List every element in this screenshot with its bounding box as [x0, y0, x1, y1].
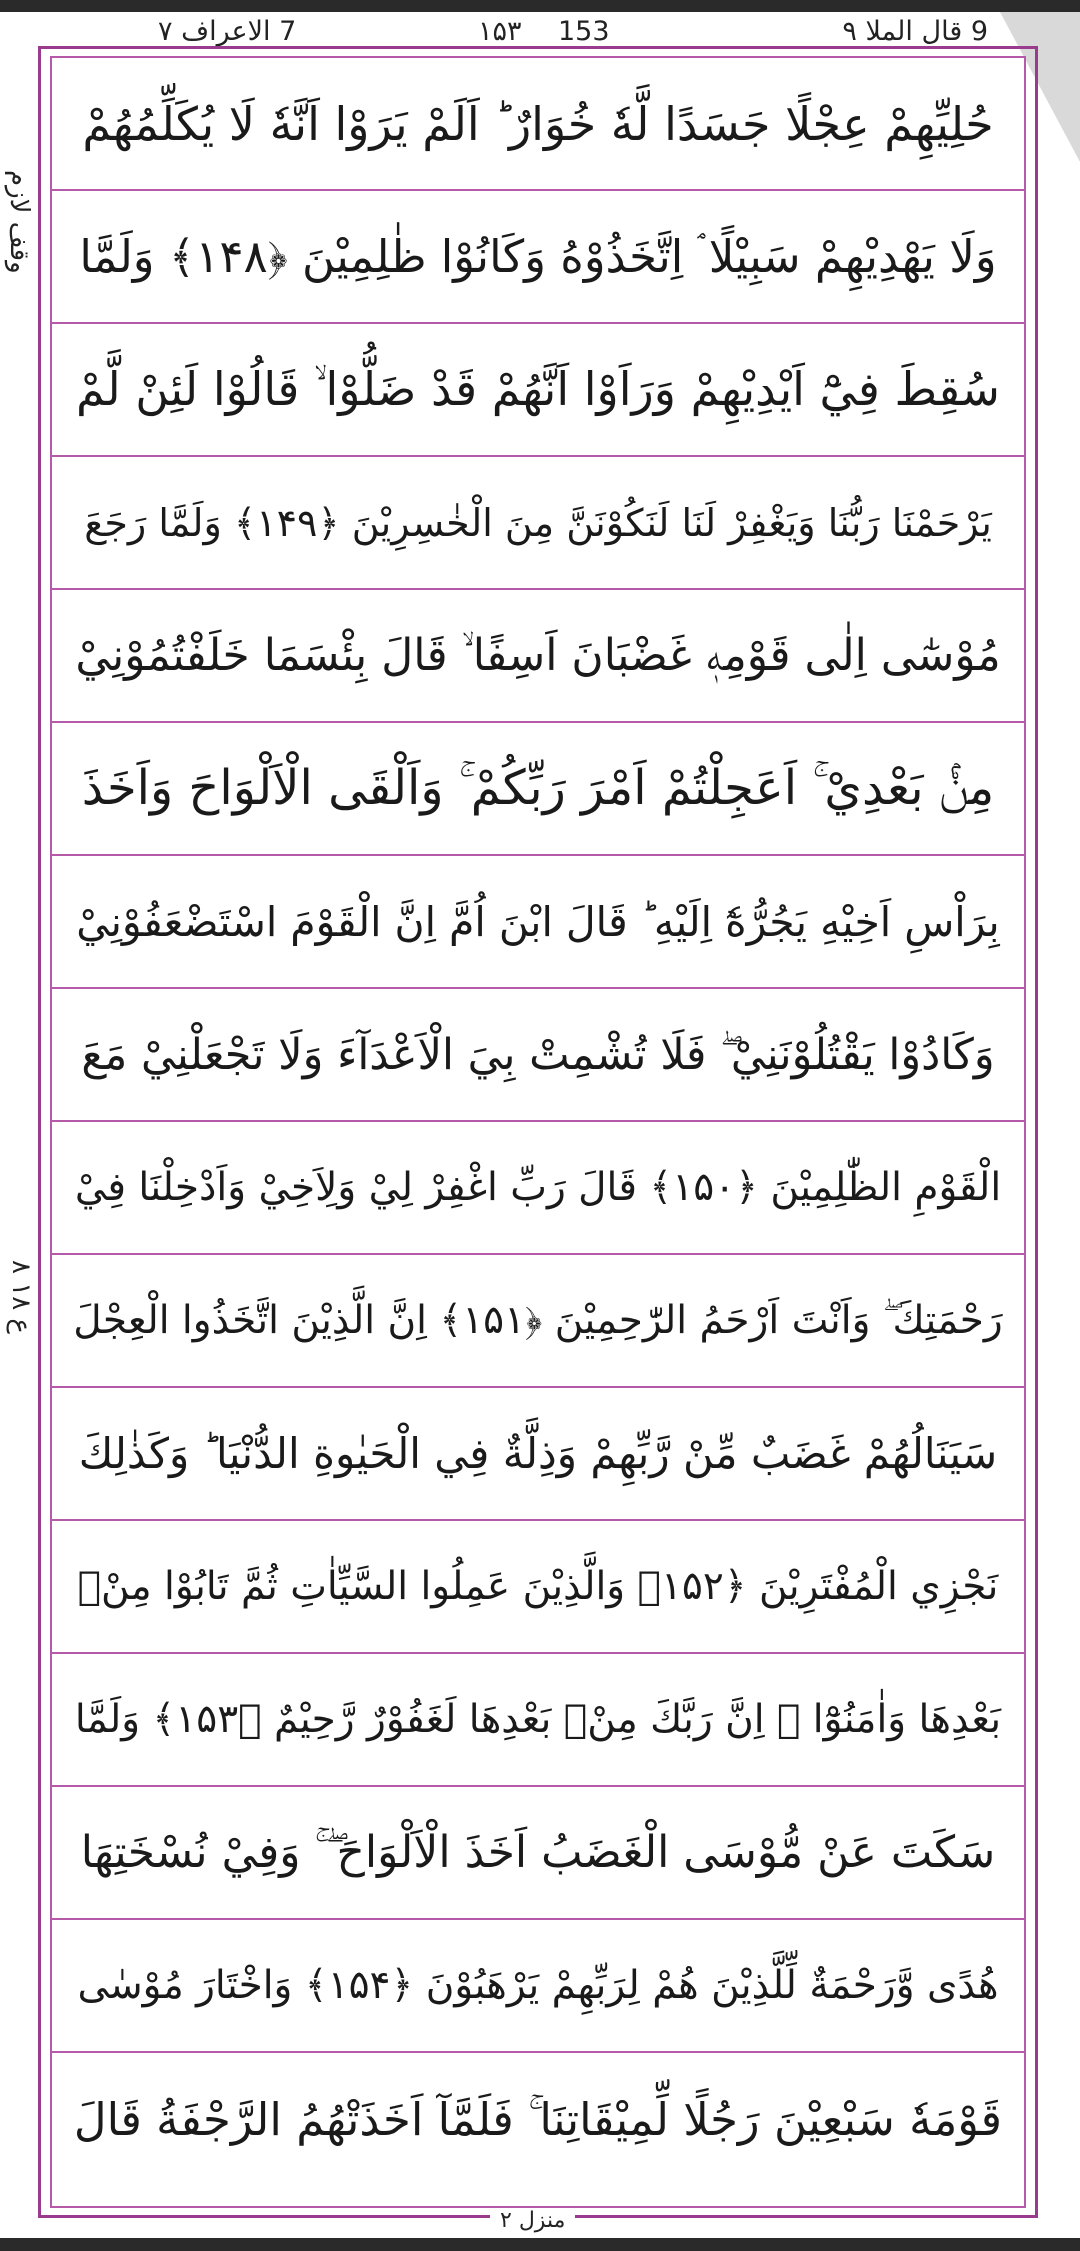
verse-line-text: يَرْحَمْنَا رَبُّنَا وَيَغْفِرْ لَنَا لَنَكُوْنَنَّ مِنَ الْخٰسِرِيْنَ ﴿۱۴۹﴾ وَلَمَّا رَجَعَ	[84, 500, 992, 545]
verse-line	[52, 1920, 1024, 2053]
verse-line	[52, 1787, 1024, 1920]
verse-line	[52, 1521, 1024, 1654]
page-header	[38, 14, 1038, 50]
verse-line	[52, 457, 1024, 590]
verse-line	[52, 2053, 1024, 2186]
verse-line-text: بَعْدِهَا وَاٰمَنُوْٓا ۫ اِنَّ رَبَّكَ مِنْۢ بَعْدِهَا لَغَفُوْرٌ رَّحِيْمٌ ﴿۱۵۳﴾ وَلَمَّا	[74, 1697, 1002, 1742]
verse-line-text: نَجْزِي الْمُفْتَرِيْنَ ﴿۱۵۲﴾ وَالَّذِيْنَ عَمِلُوا السَّيِّاٰتِ ثُمَّ تَابُوْا مِنْۢ	[77, 1564, 999, 1609]
nav-bar	[0, 2238, 1080, 2251]
verse-line-text: مُوْسٰٓى اِلٰى قَوْمِهٖ غَضْبَانَ اَسِفًا ۙ قَالَ بِئْسَمَا خَلَفْتُمُوْنِيْ	[75, 630, 1001, 681]
verse-line	[52, 989, 1024, 1122]
header-page-number-arabic: ۱۵۳	[478, 16, 522, 47]
verse-line	[52, 1654, 1024, 1787]
header-page-number: 153	[558, 16, 610, 47]
verse-line-text: رَحْمَتِكَ ۖ وَاَنْتَ اَرْحَمُ الرّٰحِمِيْنَ ﴿۱۵۱﴾ اِنَّ الَّذِيْنَ اتَّخَذُوا الْعِجْلَ	[73, 1298, 1003, 1343]
status-bar	[0, 0, 1080, 12]
verse-line-text: سُقِطَ فِيْٓ اَيْدِيْهِمْ وَرَاَوْا اَنَّهُمْ قَدْ ضَلُّوْا ۙ قَالُوْا لَئِنْ لَّمْ	[76, 361, 1000, 416]
verse-line	[52, 58, 1024, 191]
page-footer	[0, 2206, 1080, 2236]
verse-line	[52, 1255, 1024, 1388]
verse-line-text: هُدًى وَّرَحْمَةٌ لِّلَّذِيْنَ هُمْ لِرَبِّهِمْ يَرْهَبُوْنَ ﴿۱۵۴﴾ وَاخْتَارَ مُوْسٰى	[77, 1963, 999, 2008]
ruku-marker: ع ۱۸ ۸	[6, 1260, 36, 1334]
verse-line	[52, 856, 1024, 989]
verse-line-text: سَكَتَ عَنْ مُّوْسَى الْغَضَبُ اَخَذَ الْاَلْوَاحَ ۖ ۚ وَفِيْ نُسْخَتِهَا	[80, 1827, 996, 1878]
manzil-label: منزل ۲	[490, 2208, 575, 2233]
verse-line	[52, 1388, 1024, 1521]
verse-line-text: وَكَادُوْا يَقْتُلُوْنَنِيْ ۖ فَلَا تُشْمِتْ بِيَ الْاَعْدَآءَ وَلَا تَجْعَلْنِيْ مَعَ	[81, 1029, 995, 1080]
verse-line	[52, 191, 1024, 324]
verse-line-text: بِرَاْسِ اَخِيْهِ يَجُرُّهٗٓ اِلَيْهِ ؕ قَالَ ابْنَ اُمَّ اِنَّ الْقَوْمَ اسْتَضْعَفُوْنِيْ	[76, 897, 1000, 946]
margin-note-waqf: وقف لازم	[4, 170, 34, 274]
verse-line-text: وَلَا يَهْدِيْهِمْ سَبِيْلًا ۘ اِتَّخَذُوْهُ وَكَانُوْا ظٰلِمِيْنَ ﴿۱۴۸﴾ وَلَمَّا	[79, 229, 997, 283]
verse-line	[52, 324, 1024, 457]
verse-line-text: مِنْۢ بَعْدِيْ ۚ اَعَجِلْتُمْ اَمْرَ رَبِّكُمْ ۚ وَاَلْقَى الْاَلْوَاحَ وَاَخَذَ	[81, 760, 995, 816]
verse-line	[52, 1122, 1024, 1255]
verse-line	[52, 590, 1024, 723]
header-juz-name: 9 قال الملا ۹	[842, 16, 988, 47]
verse-line	[52, 723, 1024, 856]
verse-line-text: قَوْمَهٗ سَبْعِيْنَ رَجُلًا لِّمِيْقَاتِنَا ۚ فَلَمَّآ اَخَذَتْهُمُ الرَّجْفَةُ قَالَ	[73, 2092, 1003, 2146]
verse-line-text: الْقَوْمِ الظّٰلِمِيْنَ ﴿۱۵۰﴾ قَالَ رَبِّ اغْفِرْ لِيْ وَلِاَخِيْ وَاَدْخِلْنَا فِيْ	[74, 1165, 1002, 1210]
verse-line-text: حُلِيِّهِمْ عِجْلًا جَسَدًا لَّهٗ خُوَارٌ ؕ اَلَمْ يَرَوْا اَنَّهٗ لَا يُكَلِّمُهُمْ	[82, 96, 994, 151]
verse-line-text: سَيَنَالُهُمْ غَضَبٌ مِّنْ رَّبِّهِمْ وَذِلَّةٌ فِي الْحَيٰوةِ الدُّنْيَا ؕ وَكَذٰلِكَ	[78, 1429, 998, 1478]
header-surah-name: 7 الاعراف ۷	[158, 16, 297, 47]
